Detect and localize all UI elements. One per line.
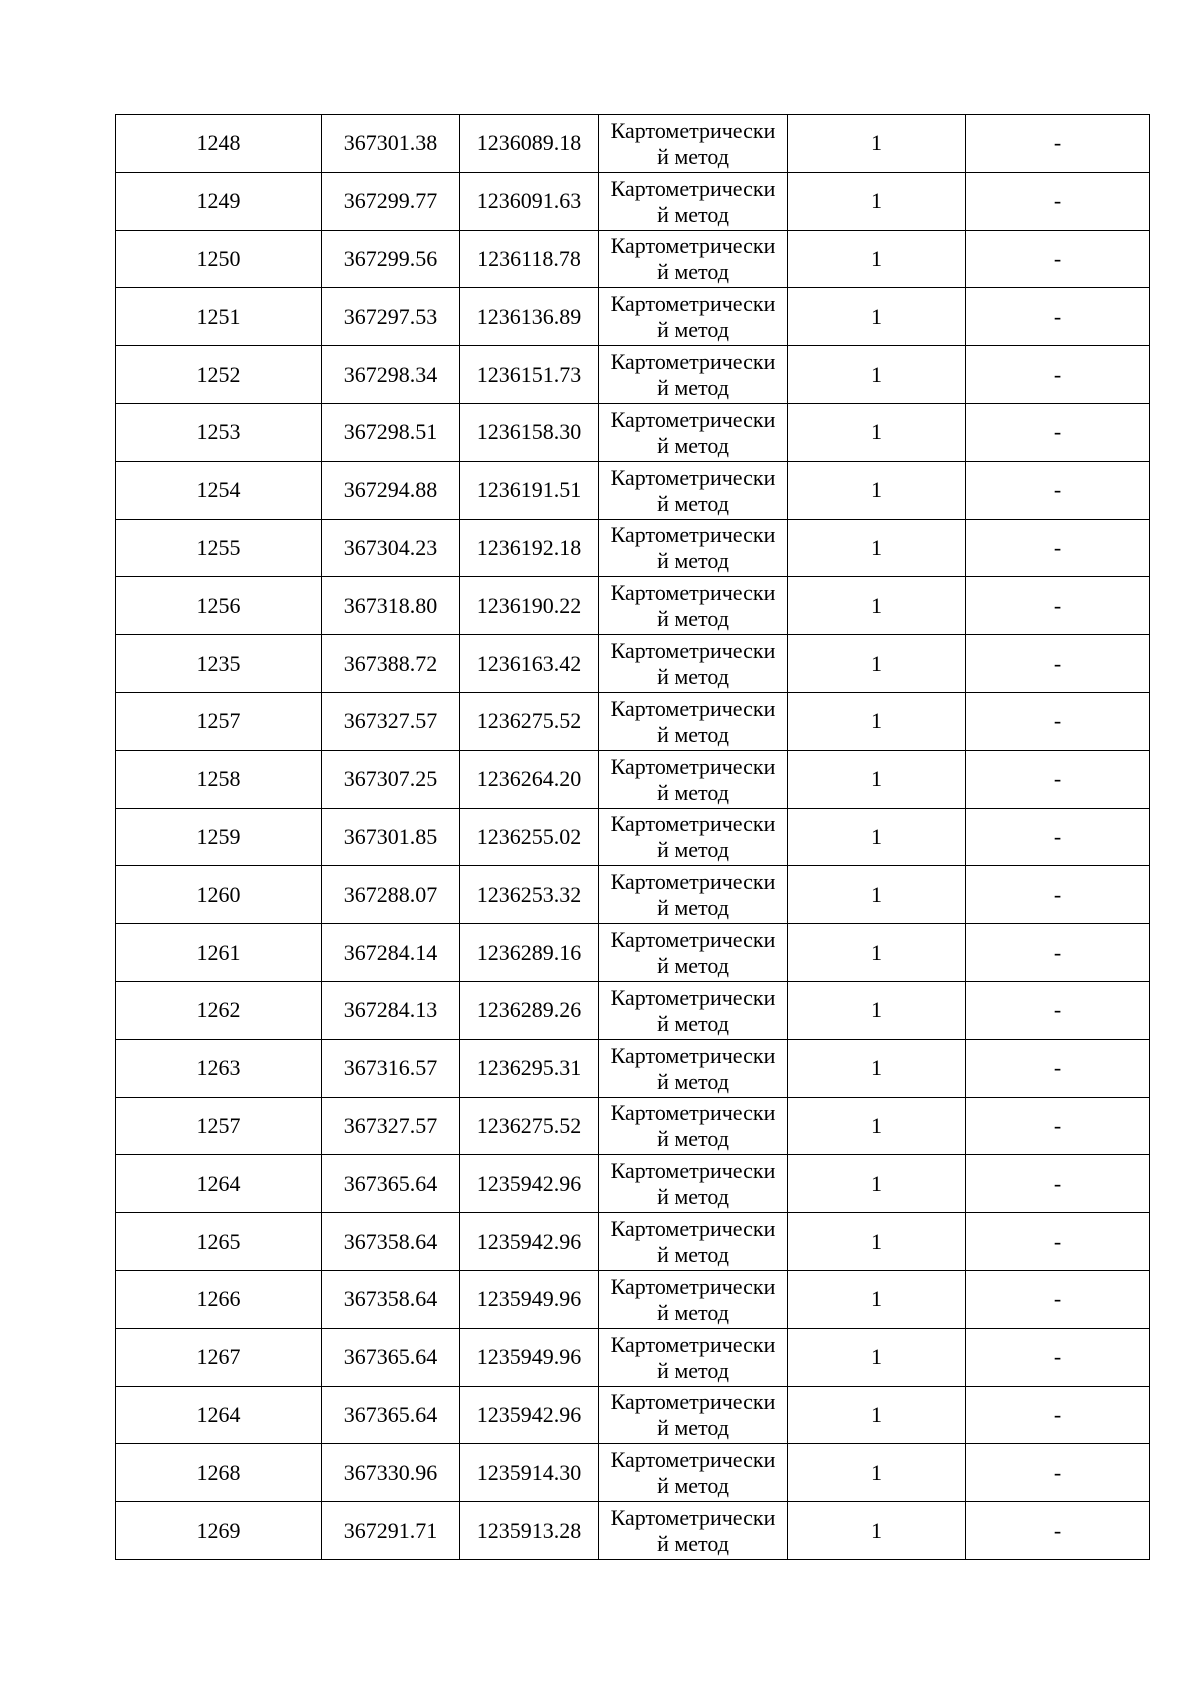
x-coordinate-cell: 367298.34 xyxy=(322,346,460,404)
method-text-line-1: Картометрически xyxy=(610,695,776,721)
method-cell xyxy=(599,1270,788,1328)
table-row xyxy=(116,288,1150,346)
y-coordinate-cell: 1235913.28 xyxy=(460,1502,599,1560)
y-coordinate-cell: 1236255.02 xyxy=(460,808,599,866)
accuracy-cell: 1 xyxy=(788,808,966,866)
y-coordinate-cell: 1235949.96 xyxy=(460,1270,599,1328)
point-number-cell: 1253 xyxy=(116,403,322,461)
method-text-line-2: й метод xyxy=(657,1126,729,1152)
method-text-line-2: й метод xyxy=(657,953,729,979)
method-text-line-2: й метод xyxy=(657,1357,729,1383)
note-cell: - xyxy=(966,1097,1150,1155)
note-cell: - xyxy=(966,808,1150,866)
note-cell: - xyxy=(966,866,1150,924)
coordinates-table-body xyxy=(116,115,1150,1560)
x-coordinate-cell: 367298.51 xyxy=(322,403,460,461)
coordinates-table xyxy=(115,114,1150,1560)
method-text-line-1: Картометрически xyxy=(610,175,776,201)
x-coordinate-cell: 367301.85 xyxy=(322,808,460,866)
point-number-cell: 1258 xyxy=(116,750,322,808)
method-cell xyxy=(599,692,788,750)
point-number-cell: 1251 xyxy=(116,288,322,346)
method-text-line-2: й метод xyxy=(657,837,729,863)
point-number-cell: 1265 xyxy=(116,1213,322,1271)
method-cell xyxy=(599,519,788,577)
method-text-line-2: й метод xyxy=(657,664,729,690)
note-cell: - xyxy=(966,403,1150,461)
method-text-line-1: Картометрически xyxy=(610,638,776,664)
method-text-line-2: й метод xyxy=(657,1068,729,1094)
method-text-line-1: Картометрически xyxy=(610,117,776,143)
x-coordinate-cell: 367299.56 xyxy=(322,230,460,288)
method-text-line-1: Картометрически xyxy=(610,1273,776,1299)
note-cell: - xyxy=(966,577,1150,635)
method-text-line-2: й метод xyxy=(657,317,729,343)
method-text-line-2: й метод xyxy=(657,1010,729,1036)
method-cell xyxy=(599,1444,788,1502)
note-cell: - xyxy=(966,1155,1150,1213)
x-coordinate-cell: 367358.64 xyxy=(322,1213,460,1271)
point-number-cell: 1250 xyxy=(116,230,322,288)
method-cell xyxy=(599,981,788,1039)
y-coordinate-cell: 1236163.42 xyxy=(460,635,599,693)
y-coordinate-cell: 1236264.20 xyxy=(460,750,599,808)
y-coordinate-cell: 1236275.52 xyxy=(460,1097,599,1155)
y-coordinate-cell: 1235942.96 xyxy=(460,1213,599,1271)
accuracy-cell: 1 xyxy=(788,750,966,808)
note-cell: - xyxy=(966,461,1150,519)
accuracy-cell: 1 xyxy=(788,461,966,519)
method-text-line-2: й метод xyxy=(657,1473,729,1499)
method-text-line-2: й метод xyxy=(657,143,729,169)
method-text-line-1: Картометрически xyxy=(610,1216,776,1242)
method-cell xyxy=(599,346,788,404)
note-cell: - xyxy=(966,1039,1150,1097)
y-coordinate-cell: 1236289.16 xyxy=(460,924,599,982)
point-number-cell: 1260 xyxy=(116,866,322,924)
accuracy-cell: 1 xyxy=(788,1039,966,1097)
method-text-line-2: й метод xyxy=(657,721,729,747)
method-cell xyxy=(599,288,788,346)
accuracy-cell: 1 xyxy=(788,346,966,404)
y-coordinate-cell: 1236275.52 xyxy=(460,692,599,750)
point-number-cell: 1248 xyxy=(116,115,322,173)
accuracy-cell: 1 xyxy=(788,1097,966,1155)
method-text-line-1: Картометрически xyxy=(610,233,776,259)
method-text-line-1: Картометрически xyxy=(610,984,776,1010)
x-coordinate-cell: 367358.64 xyxy=(322,1270,460,1328)
method-cell xyxy=(599,172,788,230)
note-cell: - xyxy=(966,172,1150,230)
note-cell: - xyxy=(966,1502,1150,1560)
accuracy-cell: 1 xyxy=(788,635,966,693)
method-cell xyxy=(599,1386,788,1444)
note-cell: - xyxy=(966,346,1150,404)
method-text-line-2: й метод xyxy=(657,779,729,805)
y-coordinate-cell: 1235949.96 xyxy=(460,1328,599,1386)
x-coordinate-cell: 367318.80 xyxy=(322,577,460,635)
accuracy-cell: 1 xyxy=(788,577,966,635)
point-number-cell: 1259 xyxy=(116,808,322,866)
method-cell xyxy=(599,1155,788,1213)
accuracy-cell: 1 xyxy=(788,288,966,346)
table-row xyxy=(116,635,1150,693)
method-text-line-2: й метод xyxy=(657,1415,729,1441)
accuracy-cell: 1 xyxy=(788,924,966,982)
table-row xyxy=(116,172,1150,230)
point-number-cell: 1263 xyxy=(116,1039,322,1097)
point-number-cell: 1256 xyxy=(116,577,322,635)
accuracy-cell: 1 xyxy=(788,1502,966,1560)
y-coordinate-cell: 1236295.31 xyxy=(460,1039,599,1097)
table-row xyxy=(116,866,1150,924)
method-text-line-1: Картометрически xyxy=(610,1389,776,1415)
x-coordinate-cell: 367294.88 xyxy=(322,461,460,519)
accuracy-cell: 1 xyxy=(788,403,966,461)
table-row xyxy=(116,981,1150,1039)
table-row xyxy=(116,1502,1150,1560)
method-cell xyxy=(599,1097,788,1155)
x-coordinate-cell: 367299.77 xyxy=(322,172,460,230)
table-row xyxy=(116,924,1150,982)
y-coordinate-cell: 1236136.89 xyxy=(460,288,599,346)
note-cell: - xyxy=(966,1328,1150,1386)
y-coordinate-cell: 1236151.73 xyxy=(460,346,599,404)
point-number-cell: 1235 xyxy=(116,635,322,693)
method-cell xyxy=(599,1039,788,1097)
note-cell: - xyxy=(966,1270,1150,1328)
table-row xyxy=(116,808,1150,866)
note-cell: - xyxy=(966,115,1150,173)
accuracy-cell: 1 xyxy=(788,115,966,173)
point-number-cell: 1257 xyxy=(116,692,322,750)
y-coordinate-cell: 1236191.51 xyxy=(460,461,599,519)
x-coordinate-cell: 367291.71 xyxy=(322,1502,460,1560)
accuracy-cell: 1 xyxy=(788,230,966,288)
note-cell: - xyxy=(966,230,1150,288)
table-row xyxy=(116,346,1150,404)
method-cell xyxy=(599,1502,788,1560)
table-row xyxy=(116,1328,1150,1386)
x-coordinate-cell: 367297.53 xyxy=(322,288,460,346)
method-text-line-1: Картометрически xyxy=(610,580,776,606)
y-coordinate-cell: 1236118.78 xyxy=(460,230,599,288)
method-text-line-1: Картометрически xyxy=(610,753,776,779)
point-number-cell: 1255 xyxy=(116,519,322,577)
method-text-line-1: Картометрически xyxy=(610,349,776,375)
y-coordinate-cell: 1236192.18 xyxy=(460,519,599,577)
method-cell xyxy=(599,635,788,693)
method-text-line-2: й метод xyxy=(657,432,729,458)
point-number-cell: 1264 xyxy=(116,1386,322,1444)
note-cell: - xyxy=(966,692,1150,750)
method-text-line-1: Картометрически xyxy=(610,811,776,837)
x-coordinate-cell: 367388.72 xyxy=(322,635,460,693)
table-row xyxy=(116,1386,1150,1444)
x-coordinate-cell: 367288.07 xyxy=(322,866,460,924)
method-cell xyxy=(599,461,788,519)
table-row xyxy=(116,230,1150,288)
x-coordinate-cell: 367284.14 xyxy=(322,924,460,982)
accuracy-cell: 1 xyxy=(788,1328,966,1386)
note-cell: - xyxy=(966,750,1150,808)
note-cell: - xyxy=(966,1213,1150,1271)
x-coordinate-cell: 367365.64 xyxy=(322,1386,460,1444)
table-row xyxy=(116,1213,1150,1271)
accuracy-cell: 1 xyxy=(788,981,966,1039)
method-text-line-2: й метод xyxy=(657,1531,729,1557)
note-cell: - xyxy=(966,288,1150,346)
note-cell: - xyxy=(966,635,1150,693)
accuracy-cell: 1 xyxy=(788,692,966,750)
table-row xyxy=(116,519,1150,577)
table-row xyxy=(116,577,1150,635)
method-cell xyxy=(599,866,788,924)
table-row xyxy=(116,692,1150,750)
accuracy-cell: 1 xyxy=(788,1270,966,1328)
method-text-line-1: Картометрически xyxy=(610,1331,776,1357)
accuracy-cell: 1 xyxy=(788,1386,966,1444)
method-text-line-2: й метод xyxy=(657,548,729,574)
method-text-line-1: Картометрически xyxy=(610,1505,776,1531)
y-coordinate-cell: 1236089.18 xyxy=(460,115,599,173)
table-row xyxy=(116,403,1150,461)
note-cell: - xyxy=(966,1386,1150,1444)
method-cell xyxy=(599,1328,788,1386)
point-number-cell: 1261 xyxy=(116,924,322,982)
accuracy-cell: 1 xyxy=(788,519,966,577)
y-coordinate-cell: 1235942.96 xyxy=(460,1386,599,1444)
point-number-cell: 1257 xyxy=(116,1097,322,1155)
y-coordinate-cell: 1236289.26 xyxy=(460,981,599,1039)
method-text-line-1: Картометрически xyxy=(610,464,776,490)
y-coordinate-cell: 1235914.30 xyxy=(460,1444,599,1502)
x-coordinate-cell: 367301.38 xyxy=(322,115,460,173)
x-coordinate-cell: 367327.57 xyxy=(322,1097,460,1155)
point-number-cell: 1264 xyxy=(116,1155,322,1213)
point-number-cell: 1262 xyxy=(116,981,322,1039)
method-text-line-1: Картометрически xyxy=(610,1100,776,1126)
point-number-cell: 1267 xyxy=(116,1328,322,1386)
method-text-line-2: й метод xyxy=(657,375,729,401)
accuracy-cell: 1 xyxy=(788,866,966,924)
note-cell: - xyxy=(966,981,1150,1039)
x-coordinate-cell: 367284.13 xyxy=(322,981,460,1039)
x-coordinate-cell: 367365.64 xyxy=(322,1328,460,1386)
method-cell xyxy=(599,577,788,635)
note-cell: - xyxy=(966,924,1150,982)
point-number-cell: 1254 xyxy=(116,461,322,519)
accuracy-cell: 1 xyxy=(788,1213,966,1271)
x-coordinate-cell: 367307.25 xyxy=(322,750,460,808)
method-text-line-1: Картометрически xyxy=(610,1158,776,1184)
x-coordinate-cell: 367365.64 xyxy=(322,1155,460,1213)
table-row xyxy=(116,1039,1150,1097)
method-text-line-1: Картометрически xyxy=(610,522,776,548)
method-text-line-1: Картометрически xyxy=(610,927,776,953)
table-row xyxy=(116,461,1150,519)
table-row xyxy=(116,750,1150,808)
y-coordinate-cell: 1236158.30 xyxy=(460,403,599,461)
table-row xyxy=(116,1270,1150,1328)
method-text-line-2: й метод xyxy=(657,490,729,516)
table-row xyxy=(116,115,1150,173)
method-text-line-1: Картометрически xyxy=(610,406,776,432)
x-coordinate-cell: 367330.96 xyxy=(322,1444,460,1502)
y-coordinate-cell: 1236091.63 xyxy=(460,172,599,230)
accuracy-cell: 1 xyxy=(788,1155,966,1213)
method-text-line-2: й метод xyxy=(657,201,729,227)
method-text-line-2: й метод xyxy=(657,1299,729,1325)
method-cell xyxy=(599,115,788,173)
method-cell xyxy=(599,808,788,866)
accuracy-cell: 1 xyxy=(788,1444,966,1502)
x-coordinate-cell: 367316.57 xyxy=(322,1039,460,1097)
method-cell xyxy=(599,924,788,982)
accuracy-cell: 1 xyxy=(788,172,966,230)
method-cell xyxy=(599,750,788,808)
table-row xyxy=(116,1155,1150,1213)
y-coordinate-cell: 1236253.32 xyxy=(460,866,599,924)
method-text-line-1: Картометрически xyxy=(610,1447,776,1473)
table-row xyxy=(116,1097,1150,1155)
table-row xyxy=(116,1444,1150,1502)
method-text-line-2: й метод xyxy=(657,895,729,921)
point-number-cell: 1252 xyxy=(116,346,322,404)
method-text-line-1: Картометрически xyxy=(610,869,776,895)
point-number-cell: 1266 xyxy=(116,1270,322,1328)
x-coordinate-cell: 367327.57 xyxy=(322,692,460,750)
method-text-line-2: й метод xyxy=(657,259,729,285)
method-cell xyxy=(599,1213,788,1271)
note-cell: - xyxy=(966,1444,1150,1502)
note-cell: - xyxy=(966,519,1150,577)
method-text-line-2: й метод xyxy=(657,1184,729,1210)
point-number-cell: 1249 xyxy=(116,172,322,230)
y-coordinate-cell: 1235942.96 xyxy=(460,1155,599,1213)
x-coordinate-cell: 367304.23 xyxy=(322,519,460,577)
method-text-line-1: Картометрически xyxy=(610,291,776,317)
point-number-cell: 1269 xyxy=(116,1502,322,1560)
method-text-line-2: й метод xyxy=(657,1242,729,1268)
method-cell xyxy=(599,230,788,288)
y-coordinate-cell: 1236190.22 xyxy=(460,577,599,635)
method-cell xyxy=(599,403,788,461)
method-text-line-2: й метод xyxy=(657,606,729,632)
method-text-line-1: Картометрически xyxy=(610,1042,776,1068)
point-number-cell: 1268 xyxy=(116,1444,322,1502)
